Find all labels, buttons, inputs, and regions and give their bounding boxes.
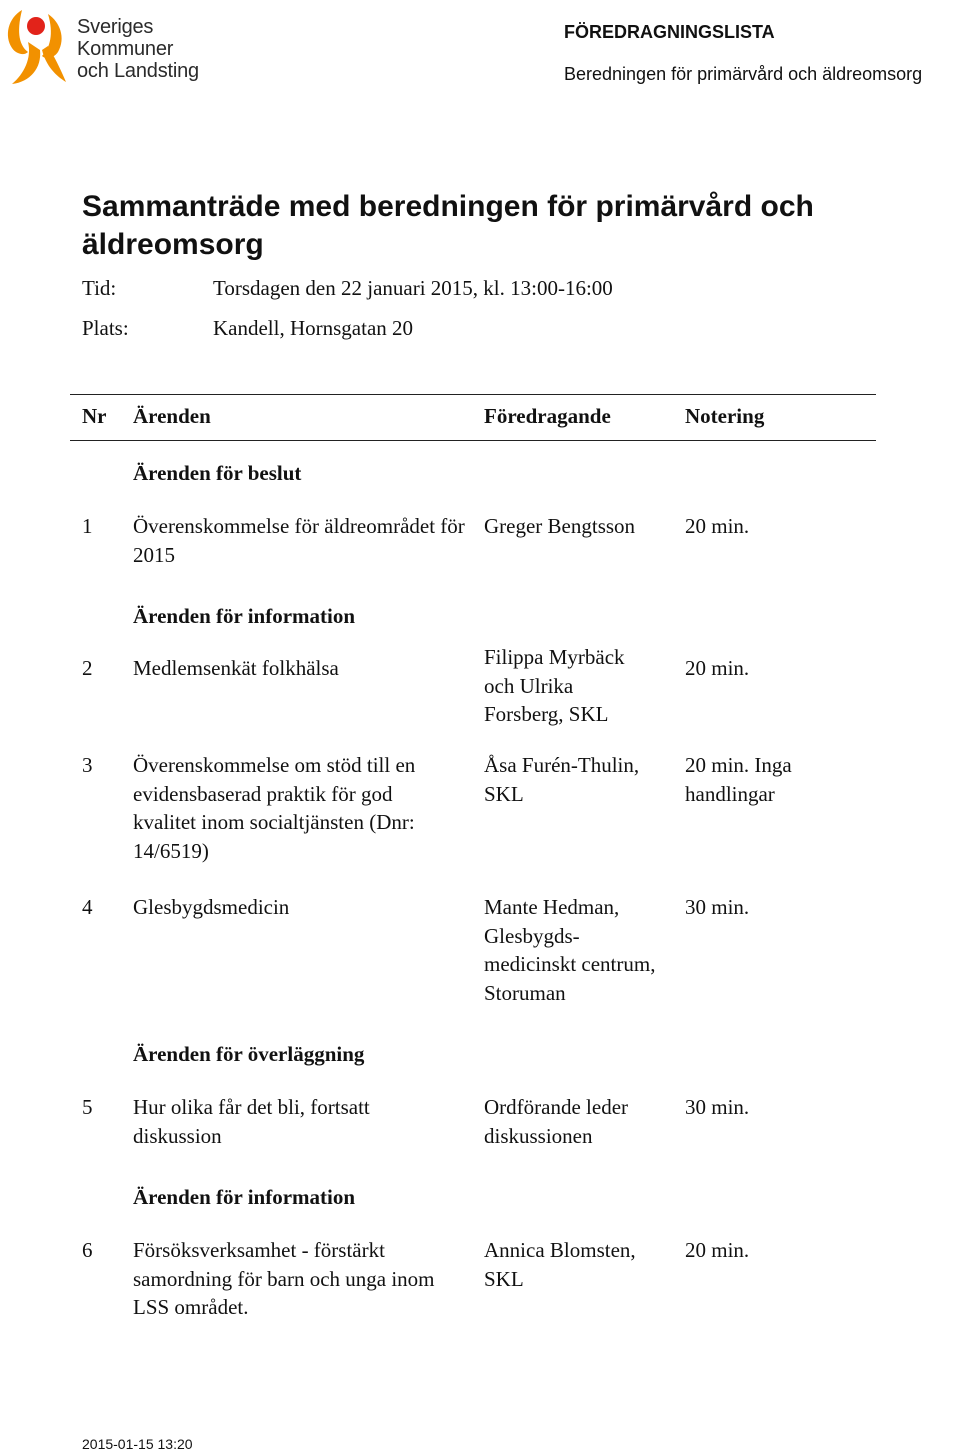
item-2-notering: 20 min. xyxy=(685,656,750,680)
skl-logo xyxy=(2,4,212,88)
item-3-notering: 20 min. Inga handlingar xyxy=(685,753,792,806)
item-1-arende: Överenskommelse för äldreområdet för 2015 xyxy=(133,514,465,567)
section-heading-information-2: Ärenden för information xyxy=(133,1185,356,1209)
time-value: Torsdagen den 22 januari 2015, kl. 13:00-16:00 xyxy=(213,276,613,300)
item-5-foredragande: Ordförande leder diskussionen xyxy=(484,1095,629,1148)
item-6-notering: 20 min. xyxy=(685,1238,750,1262)
item-1-foredragande: Greger Bengtsson xyxy=(484,514,636,538)
item-3-nr: 3 xyxy=(82,753,93,777)
logo-line-1: Sveriges xyxy=(77,16,154,38)
item-4-nr: 4 xyxy=(82,895,93,919)
logo-line-3: och Landsting xyxy=(77,60,199,82)
item-4-foredragande: Mante Hedman, Glesbygds-medicinskt centrum, Storuman xyxy=(484,895,656,1005)
item-1-nr: 1 xyxy=(82,514,93,538)
meeting-time xyxy=(82,276,613,301)
item-5-arende: Hur olika får det bli, fortsatt diskussion xyxy=(133,1095,370,1148)
logo-line-2: Kommuner xyxy=(77,38,174,60)
item-4-notering: 30 min. xyxy=(685,895,750,919)
skl-logo-mark xyxy=(2,4,74,88)
section-heading-beslut: Ärenden för beslut xyxy=(133,461,302,485)
footer-date: 2015-01-15 13:20 xyxy=(82,1436,193,1452)
committee-name: Beredningen för primärvård och äldreomsorg xyxy=(564,64,923,84)
section-heading-information: Ärenden för information xyxy=(133,604,356,628)
header-foredragande: Föredragande xyxy=(484,404,611,428)
item-6-foredragande: Annica Blomsten, SKL xyxy=(484,1238,636,1291)
page-title: Sammanträde med beredningen för primärvård och äldreomsorg xyxy=(82,190,814,261)
section-heading-overlaggning: Ärenden för överläggning xyxy=(133,1042,365,1066)
item-3-foredragande: Åsa Furén-Thulin, SKL xyxy=(484,753,640,806)
place-label: Plats: xyxy=(82,316,129,340)
header-arenden: Ärenden xyxy=(133,404,211,428)
item-6-nr: 6 xyxy=(82,1238,93,1262)
header-notering: Notering xyxy=(685,404,765,428)
time-label: Tid: xyxy=(82,276,117,300)
item-4-arende: Glesbygdsmedicin xyxy=(133,895,290,919)
logo-wordmark xyxy=(77,16,199,82)
place-value: Kandell, Hornsgatan 20 xyxy=(213,316,414,340)
item-3-arende: Överenskommelse om stöd till en evidensbaserad praktik för god kvalitet inom socialtjänsten (Dnr: 14/6519) xyxy=(133,753,416,863)
item-2-arende: Medlemsenkät folkhälsa xyxy=(133,656,339,680)
item-5-nr: 5 xyxy=(82,1095,93,1119)
item-5-notering: 30 min. xyxy=(685,1095,750,1119)
item-2-foredragande: Filippa Myrbäck och Ulrika Forsberg, SKL xyxy=(484,645,625,726)
item-6-arende: Försöksverksamhet - förstärkt samordning för barn och unga inom LSS området. xyxy=(133,1238,435,1319)
item-1-notering: 20 min. xyxy=(685,514,750,538)
table-top-rule xyxy=(70,394,876,395)
document-type: FÖREDRAGNINGSLISTA xyxy=(564,22,775,42)
meeting-place xyxy=(82,316,413,341)
item-2-nr: 2 xyxy=(82,656,93,680)
header-nr: Nr xyxy=(82,404,107,428)
table-header-rule xyxy=(70,440,876,441)
